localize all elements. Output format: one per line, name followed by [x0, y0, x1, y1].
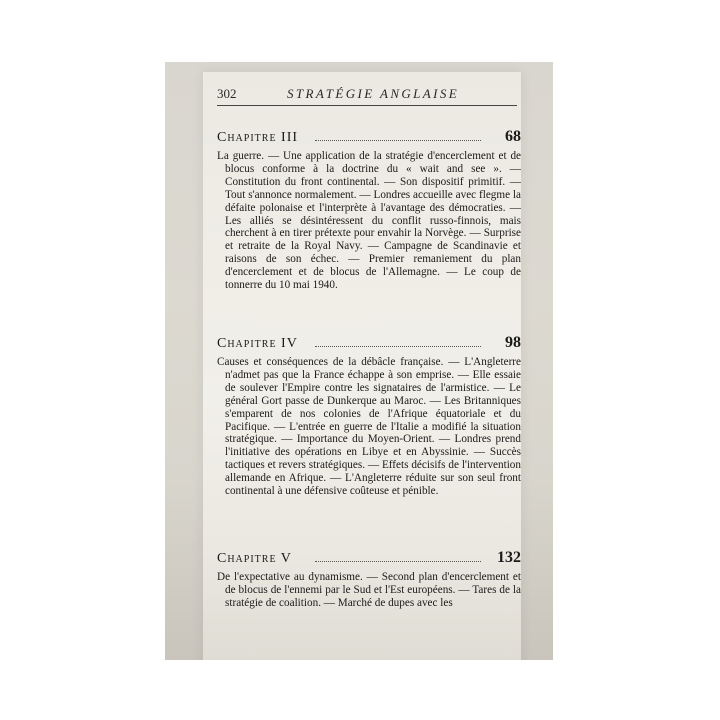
- running-head: [217, 84, 517, 104]
- chapter-heading: [217, 128, 521, 150]
- chapter-heading: [217, 549, 521, 571]
- book-page: [203, 72, 521, 660]
- page-number: 302: [217, 86, 237, 101]
- book-title: STRATÉGIE ANGLAISE: [287, 86, 460, 101]
- header-divider: [217, 105, 517, 106]
- leader-dots: [315, 140, 481, 141]
- leader-dots: [315, 346, 481, 347]
- chapter-summary: La guerre. — Une application de la stratégie d'encerclement et de blocus conforme à la doctrine du « wait and see ». — Constitution du front continental. — Son dispositif primitif. — Tout s'annonce normalement. — Londres accueille avec flegme la défaite polonaise et l'interprète à l'avantage des démocraties. — Les alliés se désintéressent du conflit russo-finnois, mais cherchent à en tirer prétexte pour envahir la Norvège. — Surprise et retraite de la Royal Navy. — Campagne de Scandinavie et raisons de son échec. — Premier remaniement du plan d'encerclement et de blocus de l'Allemagne. — Le coup de tonnerre du 10 mai 1940.: [217, 150, 521, 292]
- chapter-title: Chapitre III: [217, 130, 299, 145]
- chapter-entry: [217, 128, 521, 292]
- chapter-entry: [217, 334, 521, 498]
- chapter-heading: [217, 334, 521, 356]
- chapter-page-number: 68: [505, 128, 521, 145]
- leader-dots: [315, 561, 481, 562]
- chapter-title: Chapitre V: [217, 551, 292, 566]
- chapter-title: Chapitre IV: [217, 336, 298, 351]
- chapter-page-number: 132: [497, 549, 521, 566]
- book-photo: [165, 62, 553, 660]
- chapter-summary: De l'expectative au dynamisme. — Second plan d'encerclement et de blocus de l'ennemi par le Sud et l'Est européens. — Tares de la stratégie de coalition. — Marché de dupes avec les: [217, 571, 521, 609]
- chapter-entry: [217, 549, 521, 610]
- chapter-summary: Causes et conséquences de la débâcle française. — L'Angleterre n'admet pas que la France échappe à son emprise. — Elle essaie de soulever l'Empire contre les signataires de l'armistice. — Le général Gort passe de Dunkerque au Maroc. — Les Britanniques s'emparent de nos colonies de l'Afrique équatoriale et du Pacifique. — L'entrée en guerre de l'Italie a modifié la situation stratégique. — Importance du Moyen-Orient. — Londres prend l'initiative des opérations en Libye et en Abyssinie. — Succès tactiques et revers stratégiques. — Effets décisifs de l'intervention allemande en Afrique. — L'Angleterre réduite sur son seul front continental à une défensive coûteuse et pénible.: [217, 356, 521, 498]
- chapter-page-number: 98: [505, 334, 521, 351]
